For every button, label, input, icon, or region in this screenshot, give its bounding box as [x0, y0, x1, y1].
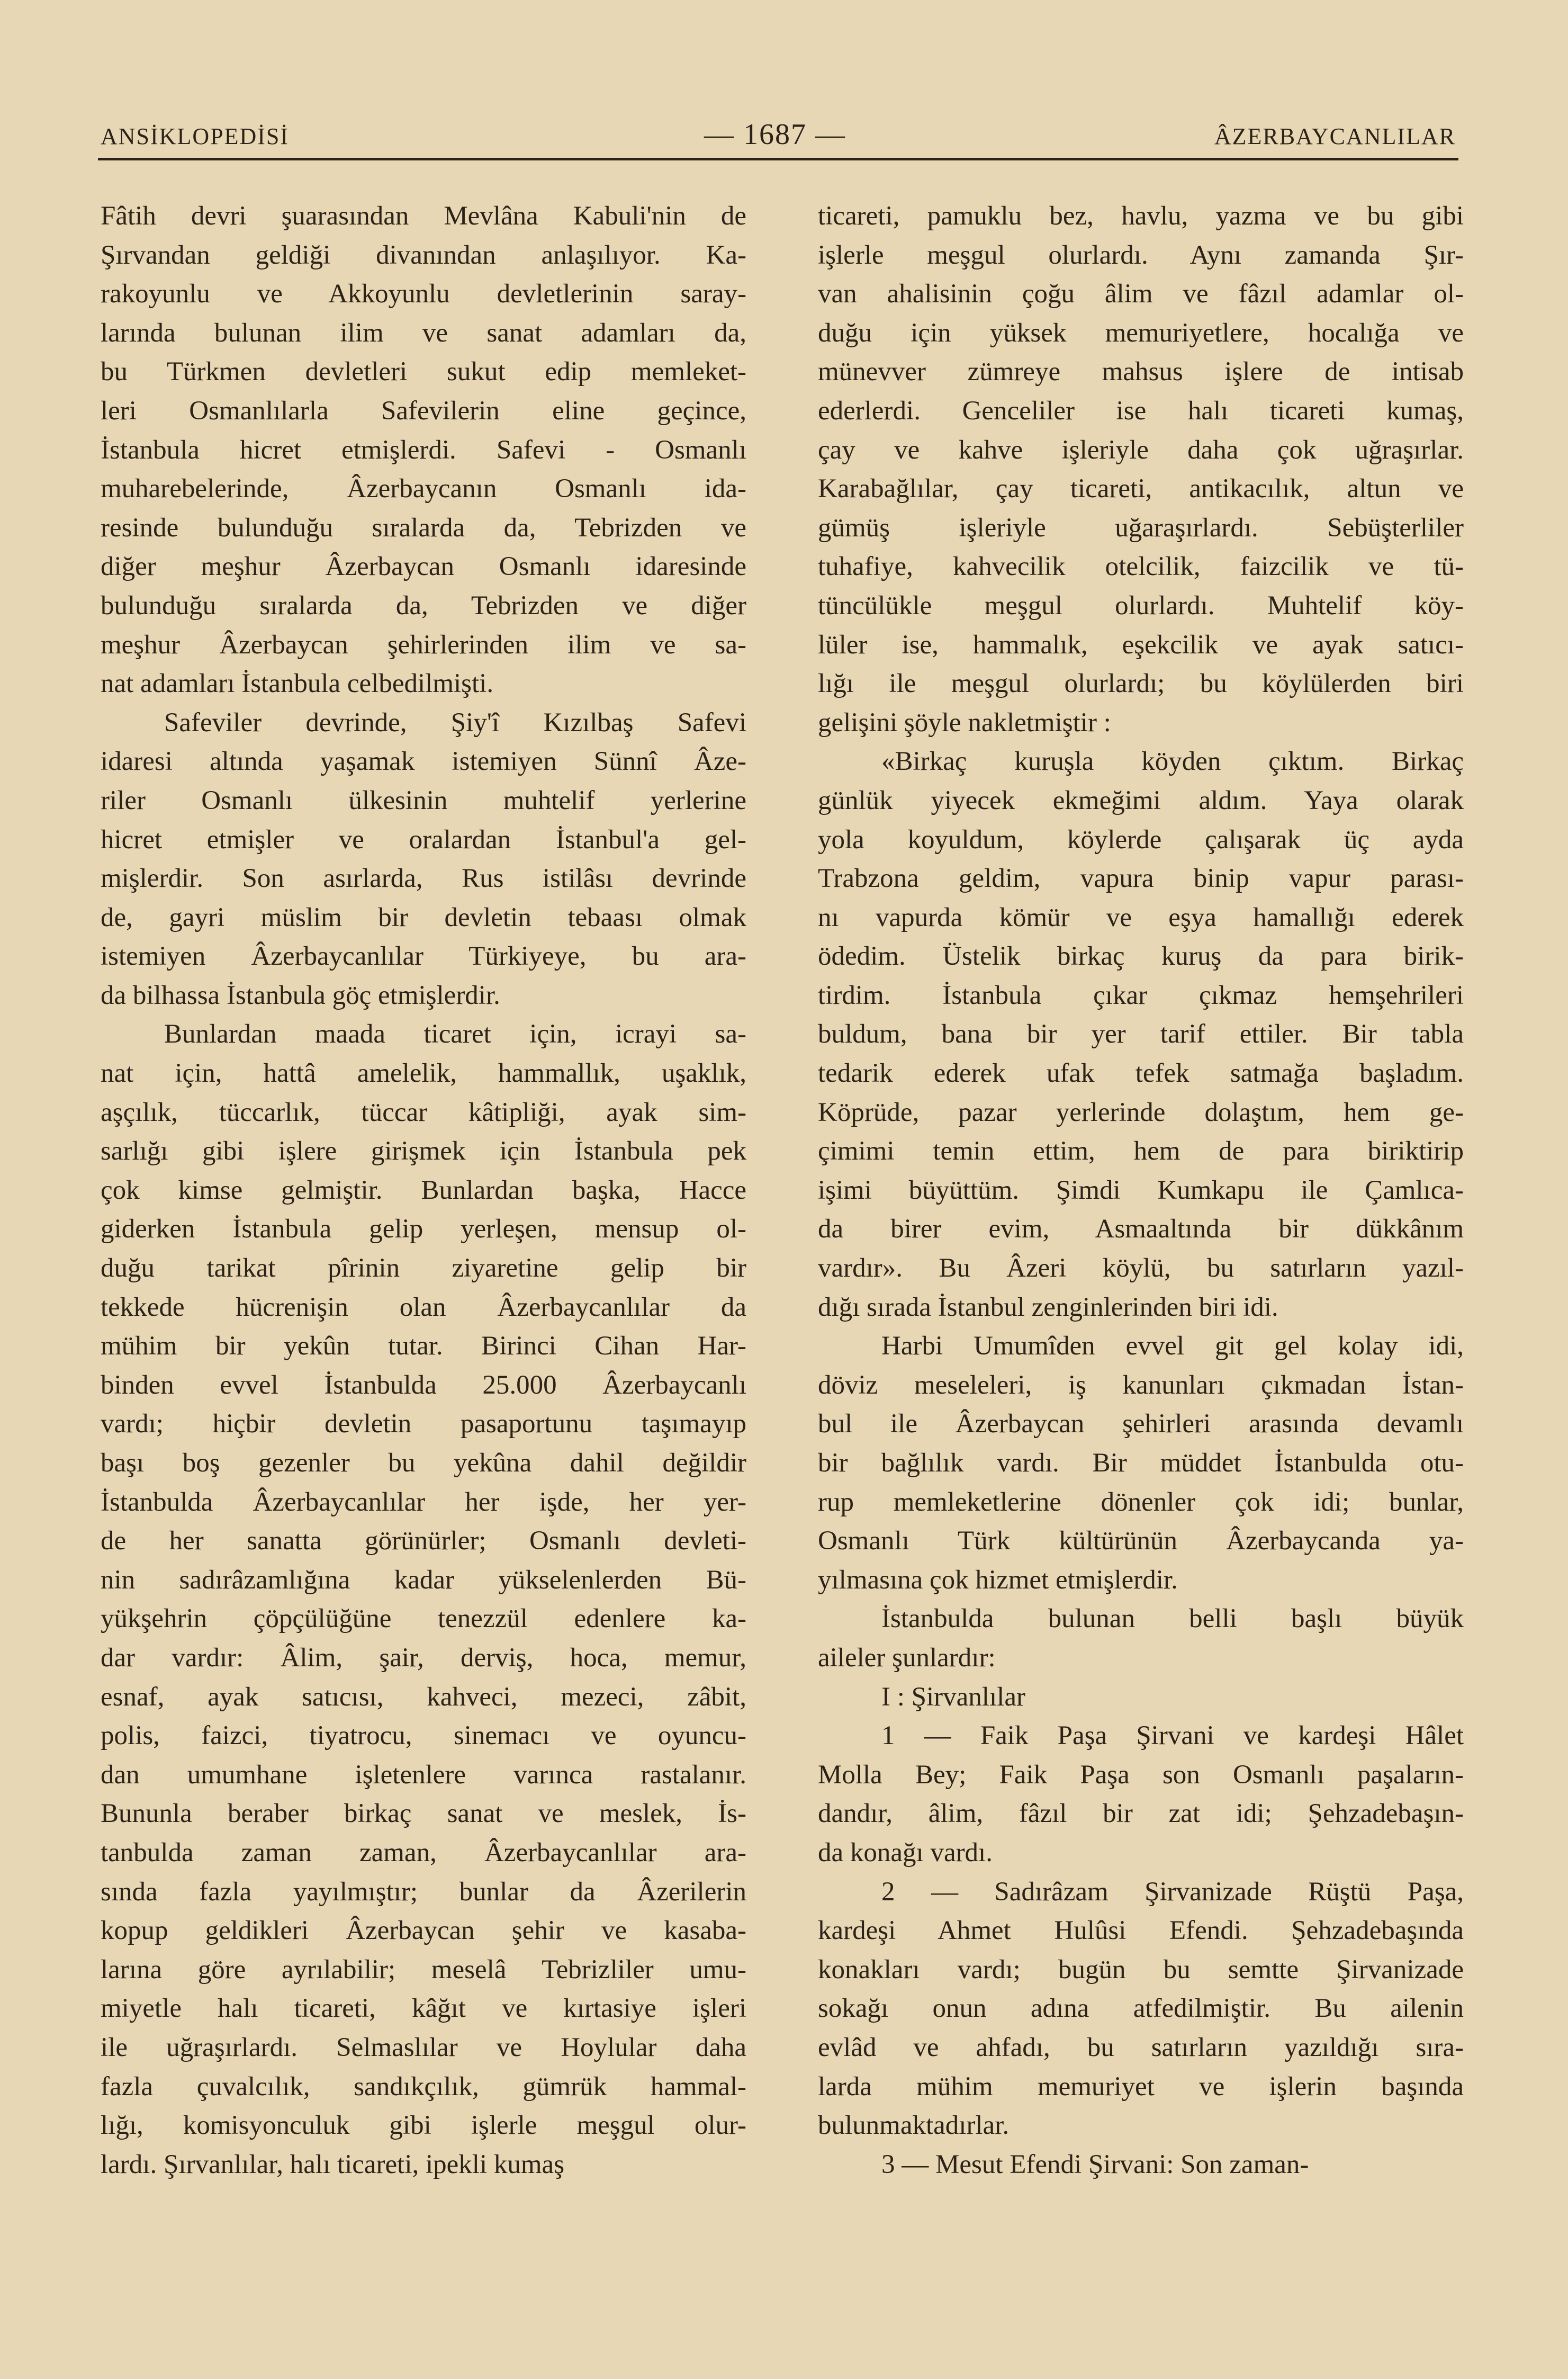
text-line: lardı. Şırvanlılar, halı ticareti, ipekli kumaş	[101, 2149, 565, 2179]
text-line: binden evvel İstanbulda 25.000 Âzerbaycanlı	[101, 1370, 746, 1400]
text-line: de, gayri müslim bir devletin tebaası olmak	[101, 902, 746, 932]
text-line: yola koyuldum, köylerde çalışarak üç ayda	[818, 824, 1464, 855]
text-line: istemiyen Âzerbaycanlılar Türkiyeye, bu ara-	[101, 941, 746, 972]
text-line: Şırvandan geldiği divanından anlaşılıyor. Ka-	[101, 240, 746, 270]
text-line: «Birkaç kuruşla köyden çıktım. Birkaç	[881, 747, 1464, 777]
text-line: evlâd ve ahfadı, bu satırların yazıldığı sıra-	[818, 2032, 1464, 2062]
text-line: Bunlardan maada ticaret için, icrayi sa-	[164, 1019, 746, 1049]
text-line: dığı sırada İstanbul zenginlerinden biri idi.	[818, 1292, 1278, 1322]
text-line: nat için, hattâ amelelik, hammallık, uşaklık,	[101, 1058, 746, 1089]
text-line: Fâtih devri şuarasından Mevlâna Kabuli'nin de	[101, 201, 746, 231]
text-line: Harbi Umumîden evvel git gel kolay idi,	[881, 1331, 1464, 1361]
text-line: rakoyunlu ve Akkoyunlu devletlerinin saray-	[101, 279, 746, 309]
text-line: duğu için yüksek memuriyetlere, hocalığa ve	[818, 318, 1464, 348]
text-line: nı vapurda kömür ve eşya hamallığı ederek	[818, 902, 1464, 932]
text-line: da birer evim, Asmaaltında bir dükkânım	[818, 1214, 1464, 1244]
text-line: da konağı vardı.	[818, 1837, 993, 1868]
text-line: mişlerdir. Son asırlarda, Rus istilâsı devrinde	[101, 864, 746, 894]
text-line: dandır, âlim, fâzıl bir zat idi; Şehzadebaşın-	[818, 1799, 1464, 1829]
paragraph	[818, 2145, 1464, 2185]
header-article-title: ÂZERBAYCANLILAR	[1214, 123, 1456, 149]
text-line: işlerle meşgul olurlardı. Aynı zamanda Şır-	[818, 240, 1464, 270]
text-line: lüler ise, hammalık, eşekcilik ve ayak satıcı-	[818, 630, 1464, 660]
text-line: münevver zümreye mahsus işlere de intisab	[818, 357, 1464, 387]
text-line: meşhur Âzerbaycan şehirlerinden ilim ve sa-	[101, 630, 746, 660]
text-line: da bilhassa İstanbula göç etmişlerdir.	[101, 980, 500, 1010]
right-text-column	[818, 197, 1464, 2184]
text-line: muharebelerinde, Âzerbaycanın Osmanlı ida-	[101, 474, 746, 504]
text-line: vardı; hiçbir devletin pasaportunu taşımayıp	[101, 1409, 746, 1439]
text-line: aşçılık, tüccarlık, tüccar kâtipliği, ayak sim-	[101, 1097, 746, 1127]
text-line: Safeviler devrinde, Şiy'î Kızılbaş Safevi	[164, 707, 746, 738]
text-line: 1 — Faik Paşa Şirvani ve kardeşi Hâlet	[881, 1721, 1464, 1751]
text-line: nat adamları İstanbula celbedilmişti.	[101, 669, 494, 699]
text-line: Trabzona geldim, vapura binip vapur parası-	[818, 864, 1464, 894]
text-line: ticareti, pamuklu bez, havlu, yazma ve bu gibi	[818, 201, 1464, 231]
text-line: çok kimse gelmiştir. Bunlardan başka, Hacce	[101, 1175, 746, 1205]
text-line: çay ve kahve işleriyle daha çok uğraşırlar.	[818, 435, 1464, 465]
text-line: gelişini şöyle nakletmiştir :	[818, 707, 1111, 738]
header-encyclopedia-label: ANSİKLOPEDİSİ	[101, 123, 289, 149]
paragraph	[818, 197, 1464, 742]
paragraph	[101, 1015, 746, 2184]
text-line: İstanbulda bulunan belli başlı büyük	[881, 1604, 1464, 1634]
text-line: bulunmaktadırlar.	[818, 2111, 1010, 2141]
text-line: de her sanatta görünürler; Osmanlı devleti-	[101, 1526, 746, 1556]
text-line: ile uğraşırlardı. Selmaslılar ve Hoylular daha	[101, 2032, 746, 2062]
text-line: larında bulunan ilim ve sanat adamları da,	[101, 318, 746, 348]
paragraph	[818, 1717, 1464, 1872]
text-line: mühim bir yekûn tutar. Birinci Cihan Har-	[101, 1331, 746, 1361]
text-line: riler Osmanlı ülkesinin muhtelif yerlerine	[101, 785, 746, 815]
text-line: bulunduğu sıralarda da, Tebrizden ve diğer	[101, 590, 746, 621]
text-line: İstanbulda Âzerbaycanlılar her işde, her yer-	[101, 1487, 746, 1517]
text-line: tekkede hücrenişin olan Âzerbaycanlılar da	[101, 1292, 746, 1322]
text-line: bu Türkmen devletleri sukut edip memleket-	[101, 357, 746, 387]
text-line: miyetle halı ticareti, kâğıt ve kırtasiye işleri	[101, 1994, 746, 2024]
text-line: bir bağlılık vardı. Bir müddet İstanbulda otu-	[818, 1448, 1464, 1478]
text-line: resinde bulunduğu sıralarda da, Tebrizden ve	[101, 513, 746, 543]
text-line: 2 — Sadırâzam Şirvanizade Rüştü Paşa,	[881, 1877, 1464, 1907]
text-line: buldum, bana bir yer tarif ettiler. Bir tabla	[818, 1019, 1464, 1049]
text-line: tedarik ederek ufak tefek satmağa başladım.	[818, 1058, 1464, 1089]
paragraph	[818, 742, 1464, 1327]
text-line: İstanbula hicret etmişlerdi. Safevi - Osmanlı	[101, 435, 746, 465]
text-line: leri Osmanlılarla Safevilerin eline geçince,	[101, 396, 746, 426]
text-line: idaresi altında yaşamak istemiyen Sünnî Âze-	[101, 747, 746, 777]
left-text-column	[101, 197, 746, 2184]
text-line: başı boş gezenler bu yekûna dahil değildir	[101, 1448, 746, 1478]
text-line: kardeşi Ahmet Hulûsi Efendi. Şehzadebaşında	[818, 1916, 1464, 1946]
text-line: fazla çuvalcılık, sandıkçılık, gümrük hammal-	[101, 2071, 746, 2102]
paragraph	[818, 1600, 1464, 1677]
text-line: nin sadırâzamlığına kadar yükselenlerden Bü-	[101, 1565, 746, 1595]
text-line: yılmasına çok hizmet etmişlerdir.	[818, 1565, 1178, 1595]
text-line: van ahalisinin çoğu âlim ve fâzıl adamlar ol-	[818, 279, 1464, 309]
text-line: yükşehrin çöpçülüğüne tenezzül edenlere ka-	[101, 1604, 746, 1634]
page-number: — 1687 —	[704, 118, 846, 151]
text-line: rup memleketlerine dönenler çok idi; bunlar,	[818, 1487, 1464, 1517]
text-line: sokağı onun adına atfedilmiştir. Bu ailenin	[818, 1994, 1464, 2024]
text-line: Karabağlılar, çay ticareti, antikacılık, altun ve	[818, 474, 1464, 504]
header-rule	[98, 158, 1458, 160]
text-line: dar vardır: Âlim, şair, derviş, hoca, memur,	[101, 1642, 746, 1673]
text-line: sında fazla yayılmıştır; bunlar da Âzerilerin	[101, 1877, 746, 1907]
text-line: tüncülükle meşgul olurlardı. Muhtelif köy-	[818, 590, 1464, 621]
paragraph	[818, 1327, 1464, 1600]
text-line: tuhafiye, kahvecilik otelcilik, faizcilik ve tü-	[818, 552, 1464, 582]
text-line: tirdim. İstanbula çıkar çıkmaz hemşehrileri	[818, 980, 1464, 1010]
text-line: polis, faizci, tiyatrocu, sinemacı ve oyuncu-	[101, 1721, 746, 1751]
text-line: kopup geldikleri Âzerbaycan şehir ve kasaba-	[101, 1916, 746, 1946]
paragraph	[818, 1873, 1464, 2145]
text-line: Köprüde, pazar yerlerinde dolaştım, hem ge-	[818, 1097, 1464, 1127]
text-line: lığı ile meşgul olurlardı; bu köylülerden biri	[818, 669, 1464, 699]
text-line: larda mühim memuriyet ve işlerin başında	[818, 2071, 1464, 2102]
text-line: Bununla beraber birkaç sanat ve meslek, İs-	[101, 1799, 746, 1829]
text-line: I : Şirvanlılar	[881, 1682, 1025, 1712]
text-line: duğu tarikat pîrinin ziyaretine gelip bir	[101, 1253, 746, 1283]
text-line: döviz meseleleri, iş kanunları çıkmadan İstan-	[818, 1370, 1464, 1400]
text-line: aileler şunlardır:	[818, 1642, 996, 1673]
text-line: Molla Bey; Faik Paşa son Osmanlı paşaların-	[818, 1759, 1464, 1790]
text-line: konakları vardı; bugün bu semtte Şirvanizade	[818, 1954, 1464, 1985]
paragraph	[101, 197, 746, 704]
text-line: günlük yiyecek ekmeğimi aldım. Yaya olarak	[818, 785, 1464, 815]
text-line: sarlığı gibi işlere girişmek için İstanbula pek	[101, 1136, 746, 1166]
text-line: işimi büyüttüm. Şimdi Kumkapu ile Çamlıca-	[818, 1175, 1464, 1205]
text-line: ederlerdi. Genceliler ise halı ticareti kumaş,	[818, 396, 1464, 426]
paragraph	[818, 1678, 1464, 1717]
text-line: esnaf, ayak satıcısı, kahveci, mezeci, zâbit,	[101, 1682, 746, 1712]
text-line: lığı, komisyonculuk gibi işlerle meşgul olur-	[101, 2111, 746, 2141]
page-header	[101, 115, 1456, 152]
text-line: diğer meşhur Âzerbaycan Osmanlı idaresinde	[101, 552, 746, 582]
text-line: tanbulda zaman zaman, Âzerbaycanlılar ara-	[101, 1837, 746, 1868]
text-line: giderken İstanbula gelip yerleşen, mensup ol-	[101, 1214, 746, 1244]
text-line: vardır». Bu Âzeri köylü, bu satırların yazıl-	[818, 1253, 1464, 1283]
text-line: Osmanlı Türk kültürünün Âzerbaycanda ya-	[818, 1526, 1464, 1556]
text-line: bul ile Âzerbaycan şehirleri arasında devamlı	[818, 1409, 1464, 1439]
text-line: gümüş işleriyle uğaraşırlardı. Sebüşterliler	[818, 513, 1464, 543]
text-line: 3 — Mesut Efendi Şirvani: Son zaman-	[881, 2149, 1309, 2179]
text-line: ödedim. Üstelik birkaç kuruş da para birik-	[818, 941, 1464, 972]
paragraph	[101, 704, 746, 1016]
text-line: larına göre ayrılabilir; meselâ Tebrizliler umu-	[101, 1954, 746, 1985]
text-line: çimimi temin ettim, hem de para biriktirip	[818, 1136, 1464, 1166]
text-line: hicret etmişler ve oralardan İstanbul'a gel-	[101, 824, 746, 855]
text-line: dan umumhane işletenlere varınca rastalanır.	[101, 1759, 746, 1790]
